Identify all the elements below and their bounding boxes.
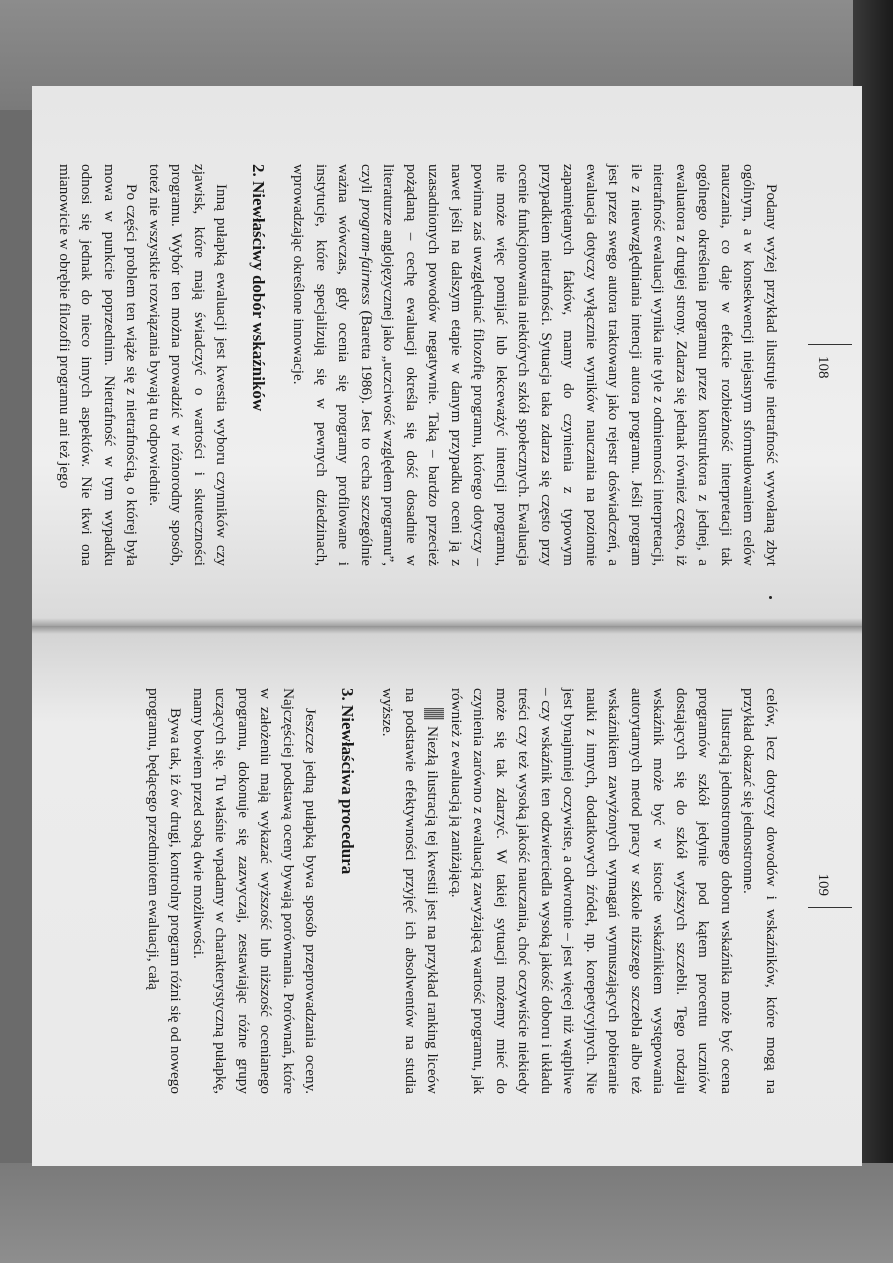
page-number-rule bbox=[808, 344, 852, 345]
paragraph: celów, lecz dotyczy dowodów i wskaźników, które mogą na przykład okazać się jednostronne. bbox=[740, 688, 780, 1094]
paragraph-text: (Baretta 1986). Jest to cecha szczególnie ważna wówczas, gdy ocenia się programy profilowane i instytucje, które specjalizują się w pewnych dziedzinach, wprowadzając określone innowacje. bbox=[290, 164, 375, 567]
paragraph: Ilustracją jednostronnego doboru wskaźnika może być ocena programów szkół jedynie pod kątem procentu uczniów dostających się do szkół wyższych szczebli. Tego rodzaju wskaźnik może być w istocie wskaźnikiem występowania autorytarnych metod pracy w szkole niższego szczebla albo też wskaźnikiem zawyżonych wymagań wymuszających pobieranie nauki z innych, dodatkowych źródeł, np. korepetycyjnych. Nie jest bynajmniej oczywiste, a odwrotnie – jest więcej niż wątpliwe – czy wskaźnik ten odzwierciedla wysoką jakość doboru i układu treści czy też wysoką jakość nauczania, choć oczywiście niekiedy może się tak zdarzyć. W takiej sytuacji możemy mieć do czynienia zarówno z ewaluacją zawyżającą wartość programu, jak również z ewaluacją ją zaniżającą. bbox=[447, 688, 735, 1094]
right-page bbox=[32, 626, 862, 1166]
ink-dot bbox=[769, 596, 772, 599]
paragraph: Bywa tak, iż ów drugi, kontrolny program różni się od nowego programu, będącego przedmiotem ewaluacji, całą bbox=[144, 688, 184, 1094]
section-heading: 2. Niewłaściwy dobór wskaźników bbox=[248, 164, 268, 412]
left-gutter-shadow bbox=[32, 618, 862, 626]
book-spread bbox=[32, 86, 862, 1166]
paragraph: Inną pułapką ewaluacji jest kwestia wyboru czynników czy zjawisk, które mają świadczyć o wartości i skuteczności programu. Wybór ten można prowadzić w różnorodny sposób, toteż nie wszystkie rozwiązania bywają tu odpowiednie. bbox=[145, 164, 230, 566]
paragraph: Jeszcze jedną pułapką bywa sposób przeprowadzania oceny. Najczęściej podstawą oceny bywają porównania. Porównań, które w założeniu mają wykazać wyższość lub niższość ocenianego programu, dokonuje się zazwyczaj, zestawiając różne grupy uczących się. Tu właśnie wpadamy w charakterystyczną pułapkę, mamy bowiem przed sobą dwie możliwości. bbox=[189, 688, 319, 1094]
margin-mark bbox=[424, 708, 444, 720]
paragraph-text: Podany wyżej przykład ilustruje nietrafność wywołaną zbyt ogólnym, a w konsekwencji niejasnym sformułowaniem celów nauczania, co daje w efekcie rozbieżność interpretacji tak ogólnego określenia programu przez konstruktora z jednej, a ewaluatora z drugiej strony. Zdarza się jednak również często, iż nietrafność ewaluacji wynika nie tyle z odmienności interpretacji, ile z nieuwzględniania intencji autora programu. Jeśli program jest przez swego autora traktowany jako rejestr doświadczeń, a ewaluacja dotyczy wyłącznie wyników nauczania na poziomie zapamiętanych faktów, mamy do czynienia z typowym przypadkiem nietrafności. Sytuacja taka zdarza się często przy ocenie funkcjonowania niektórych szkół społecznych. Ewaluacja nie może więc pomijać lub lekceważyć intencji programu, powinna zaś uwzględniać filozofię programu, którego dotyczy – nawet jeśli na dalszym etapie w danym przypadku oceni ją z uzasadnionych powodów negatywnie. Taką – bardzo przecież pożądaną – cechę ewaluacji określa się dość dosadnie w literaturze anglojęzycznej jako „uczciwość względem programu”, czyli bbox=[357, 164, 780, 566]
page-number: 108 bbox=[814, 356, 831, 379]
right-gutter-shadow bbox=[32, 626, 862, 634]
paragraph-text: Niezłą ilustracją tej kwestii jest na przykład ranking liceów na podstawie efektywności przyjęć ich absolwentów na studia wyższe. bbox=[379, 688, 441, 1094]
page-number: 109 bbox=[814, 873, 831, 896]
page-number-rule bbox=[808, 907, 852, 908]
section-heading: 3. Niewłaściwa procedura bbox=[337, 688, 357, 875]
background-bottom bbox=[0, 1163, 893, 1263]
paragraph: Po części problem ten wiąże się z nietrafnością, o której była mowa w punkcie poprzednim. Nietrafność w tym wypadku odnosi się jednak do nieco innych aspektów. Nie tkwi ona mianowicie w obrębie filozofii programu ani też jego bbox=[55, 164, 140, 566]
paragraph bbox=[287, 164, 782, 566]
italic-term: program-fairness bbox=[357, 199, 375, 305]
left-page bbox=[32, 86, 862, 626]
paragraph bbox=[376, 688, 445, 1094]
